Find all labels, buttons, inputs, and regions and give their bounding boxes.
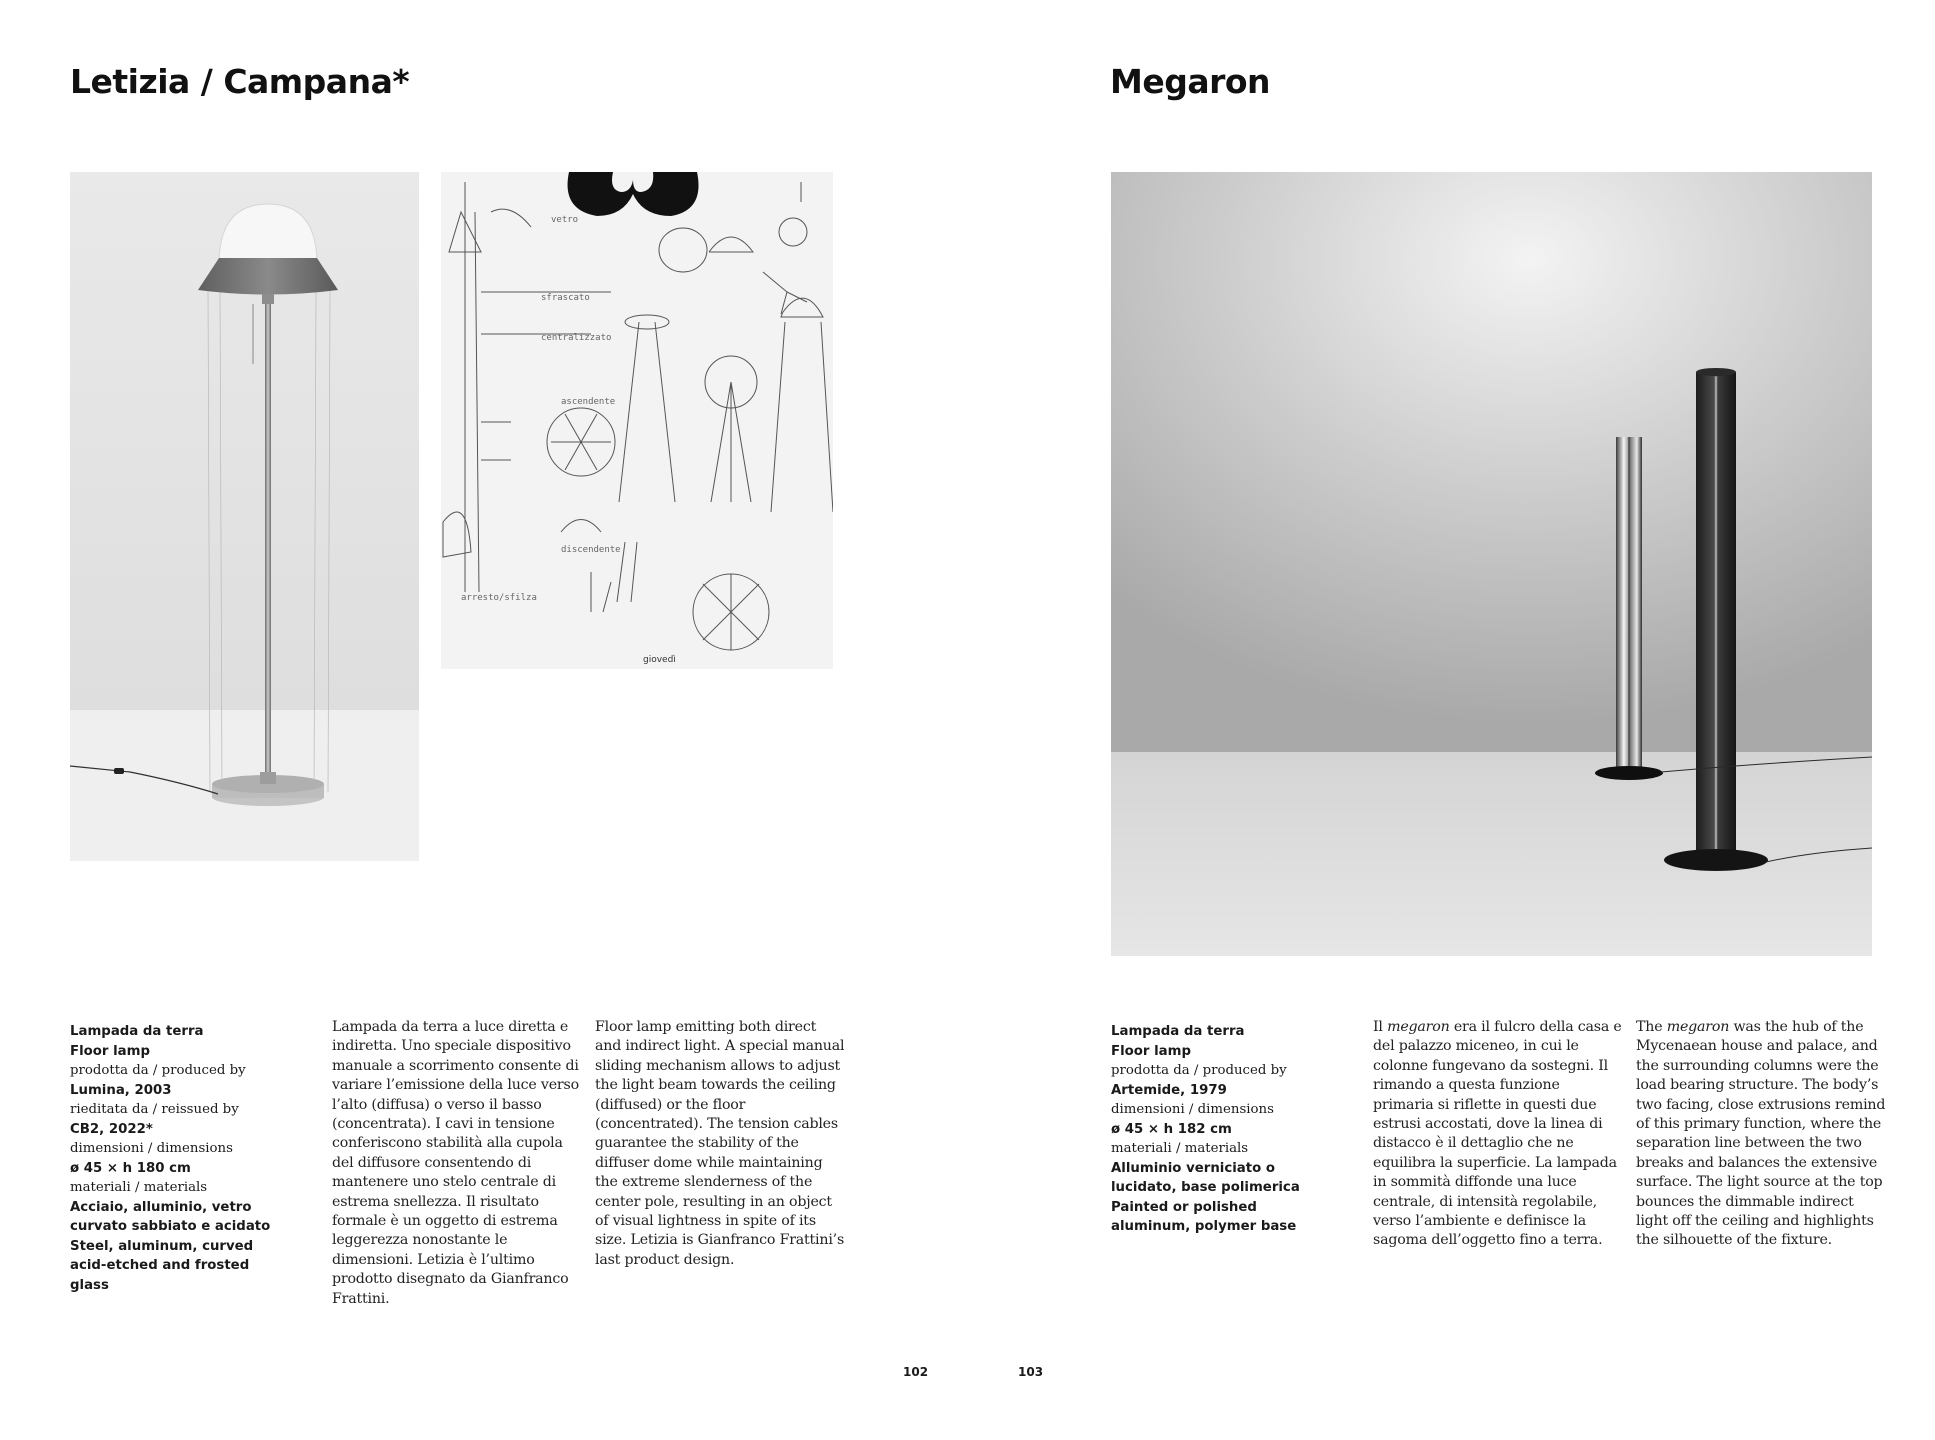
sketch-annotation: ascendente xyxy=(561,397,616,407)
megaron-italic-term: megaron xyxy=(1666,1019,1730,1035)
spec-produced-label: prodotta da / produced by xyxy=(1111,1063,1287,1078)
spec-materials-en: Steel, aluminum, curved acid-etched and frosted glass xyxy=(70,1238,254,1293)
sketch-annotation: arresto/sfilza xyxy=(461,593,537,603)
sketch-annotation: sfrascato xyxy=(541,293,590,303)
spec-produced-label: prodotta da / produced by xyxy=(70,1063,246,1078)
spec-dimensions-label: dimensioni / dimensions xyxy=(70,1141,233,1156)
spec-reissuer: CB2, 2022* xyxy=(70,1121,153,1137)
spec-dimensions-label: dimensioni / dimensions xyxy=(1111,1102,1274,1117)
spec-producer: Lumina, 2003 xyxy=(70,1082,172,1098)
letizia-specs xyxy=(70,1022,275,1295)
page-title-letizia: Letizia / Campana* xyxy=(70,62,410,101)
spec-type-it: Lampada da terra xyxy=(1111,1024,1245,1039)
spec-type-it: Lampada da terra xyxy=(70,1024,204,1039)
spec-materials-en: Painted or polished aluminum, polymer base xyxy=(1111,1199,1297,1234)
sketch-annotation: vetro xyxy=(551,215,579,225)
letizia-text-english: Floor lamp emitting both direct and indirect light. A special manual sliding mechanism allows to adjust the light beam towards the ceiling (diffused) or the floor (concentrated). The tension cables guarantee the stability of the diffuser dome while maintaining the extreme slenderness of the center pole, resulting in an object of visual lightness in spite of its size. Letizia is Gianfranco Frattini’s last product design. xyxy=(595,1019,845,1268)
megaron-italic-term: megaron xyxy=(1387,1019,1450,1035)
megaron-specs xyxy=(1111,1022,1316,1237)
spec-dimensions: ø 45 × h 182 cm xyxy=(1111,1121,1232,1137)
letizia-lamp-photo xyxy=(70,172,419,861)
spec-type-en: Floor lamp xyxy=(1111,1043,1192,1059)
sketch-annotation: centralizzato xyxy=(541,333,612,343)
page-number-right: 103 xyxy=(1018,1365,1044,1379)
spec-dimensions: ø 45 × h 180 cm xyxy=(70,1160,191,1176)
spec-materials-label: materiali / materials xyxy=(1111,1141,1249,1156)
spec-reissued-label: rieditata da / reissued by xyxy=(70,1102,239,1117)
page-title-megaron: Megaron xyxy=(1110,62,1271,101)
spec-type-en: Floor lamp xyxy=(70,1043,151,1059)
page-number-left: 102 xyxy=(903,1365,929,1379)
spec-materials-label: materiali / materials xyxy=(70,1180,208,1195)
spec-materials-it: Alluminio verniciato o lucidato, base polimerica xyxy=(1111,1160,1300,1195)
megaron-text-english: The megaron was the hub of the Mycenaean house and palace, and the surrounding columns were the load bearing structure. The body’s two facing, close extrusions remind of this primary function, where the separation line between the two breaks and balances the extensive surface. The light source at the top bounces the dimmable indirect light off the ceiling and highlights the silhouette of the fixture. xyxy=(1636,1019,1886,1249)
sketch-annotation: discendente xyxy=(561,545,621,555)
megaron-lamp-photo xyxy=(1111,172,1872,956)
letizia-design-sketch xyxy=(441,172,833,669)
spec-materials-it: Acciaio, alluminio, vetro curvato sabbiato e acidato xyxy=(70,1199,271,1234)
letizia-text-italian: Lampada da terra a luce diretta e indiretta. Uno speciale dispositivo manuale a scorrimento consente di variare l’emissione della luce verso l’alto (diffusa) o verso il basso (concentrata). I cavi in tensione conferiscono stabilità alla cupola del diffusore consentendo di mantenere uno stelo centrale di estrema snellezza. Il risultato formale è un oggetto di estrema leggerezza nonostante le dimensioni. Letizia è l’ultimo prodotto disegnato da Gianfranco Frattini. xyxy=(332,1019,579,1307)
megaron-text-italian: Il megaron era il fulcro della casa e del palazzo miceneo, in cui le colonne fungevano da sostegni. Il rimando a questa funzione primaria si riflette in questi due estrusi accostati, dove la linea di distacco è il dettaglio che ne equilibra la superficie. La lampada in sommità diffonde una luce centrale, di intensità regolabile, verso l’ambiente e definisce la sagoma dell’oggetto fino a terra. xyxy=(1373,1019,1622,1249)
sketch-footer-label: giovedì xyxy=(643,655,676,665)
spec-producer: Artemide, 1979 xyxy=(1111,1082,1227,1098)
